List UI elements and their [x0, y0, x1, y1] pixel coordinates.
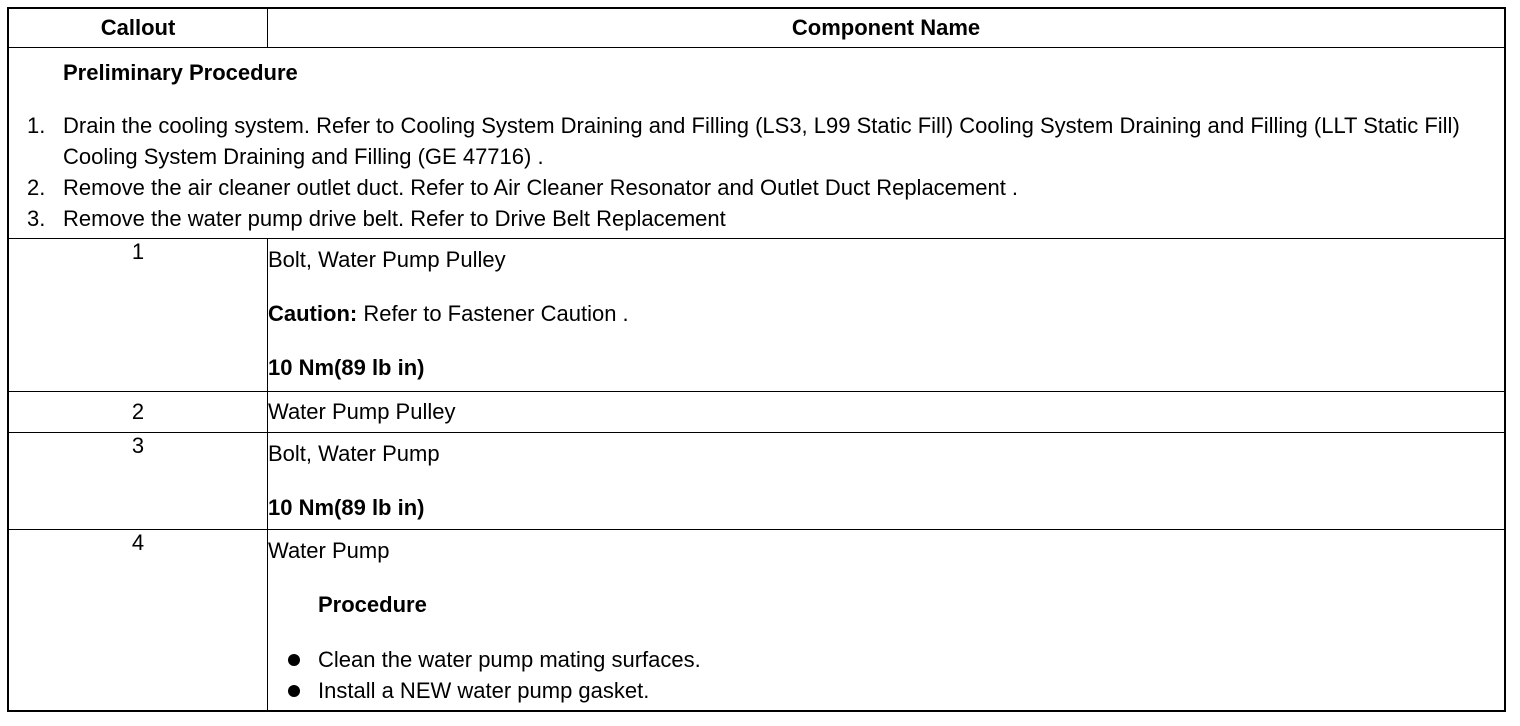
- callout-cell: 1: [8, 239, 268, 392]
- component-cell: [268, 530, 1506, 712]
- preliminary-procedure-title: Preliminary Procedure: [63, 60, 298, 85]
- step-number: 1.: [27, 113, 46, 138]
- bullet-text: Install a NEW water pump gasket.: [318, 678, 650, 703]
- step-text: Drain the cooling system. Refer to Cooling System Draining and Filling (LS3, L99 Static Fill) Cooling System Draining and Filling (LLT Static Fill) Cooling System Draining and Filling (GE 47716) .: [63, 113, 1460, 169]
- component-cell: [268, 433, 1506, 530]
- component-table: [7, 7, 1506, 712]
- component-cell: [268, 239, 1506, 392]
- procedure-bullets: [268, 644, 1504, 706]
- procedure-title: Procedure: [318, 592, 427, 617]
- caution-text: Refer to Fastener Caution .: [357, 301, 629, 326]
- callout-column-header: Callout: [8, 8, 268, 48]
- preliminary-step: [9, 172, 1504, 203]
- preliminary-steps-list: [9, 110, 1504, 238]
- caution-label: Caution:: [268, 301, 358, 326]
- procedure-bullet: [268, 675, 1504, 706]
- component-name: Water Pump: [268, 538, 390, 563]
- torque-spec: 10 Nm(89 lb in): [268, 355, 425, 380]
- step-text: Remove the air cleaner outlet duct. Refer to Air Cleaner Resonator and Outlet Duct Replacement .: [63, 175, 1019, 200]
- table-row: [8, 530, 1505, 712]
- preliminary-procedure-cell: [8, 48, 1505, 239]
- bullet-icon: [288, 654, 300, 666]
- table-row: [8, 433, 1505, 530]
- table-row: [8, 239, 1505, 392]
- step-number: 3.: [27, 206, 46, 231]
- component-name-column-header: Component Name: [268, 8, 1506, 48]
- component-name: Bolt, Water Pump: [268, 441, 440, 466]
- callout-cell: 3: [8, 433, 268, 530]
- table-header-row: [8, 8, 1505, 48]
- preliminary-procedure-row: [8, 48, 1505, 239]
- table-row: [8, 392, 1505, 433]
- component-name: Water Pump Pulley: [268, 399, 456, 424]
- caution-note: [268, 299, 1504, 329]
- bullet-icon: [288, 685, 300, 697]
- component-name: Bolt, Water Pump Pulley: [268, 247, 506, 272]
- preliminary-step: [9, 203, 1504, 234]
- step-text: Remove the water pump drive belt. Refer to Drive Belt Replacement: [63, 206, 726, 231]
- step-number: 2.: [27, 175, 46, 200]
- callout-cell: 4: [8, 530, 268, 712]
- bullet-text: Clean the water pump mating surfaces.: [318, 647, 701, 672]
- component-cell: [268, 392, 1506, 433]
- preliminary-step: [9, 110, 1504, 172]
- torque-spec: 10 Nm(89 lb in): [268, 495, 425, 520]
- callout-cell: 2: [8, 392, 268, 433]
- procedure-bullet: [268, 644, 1504, 675]
